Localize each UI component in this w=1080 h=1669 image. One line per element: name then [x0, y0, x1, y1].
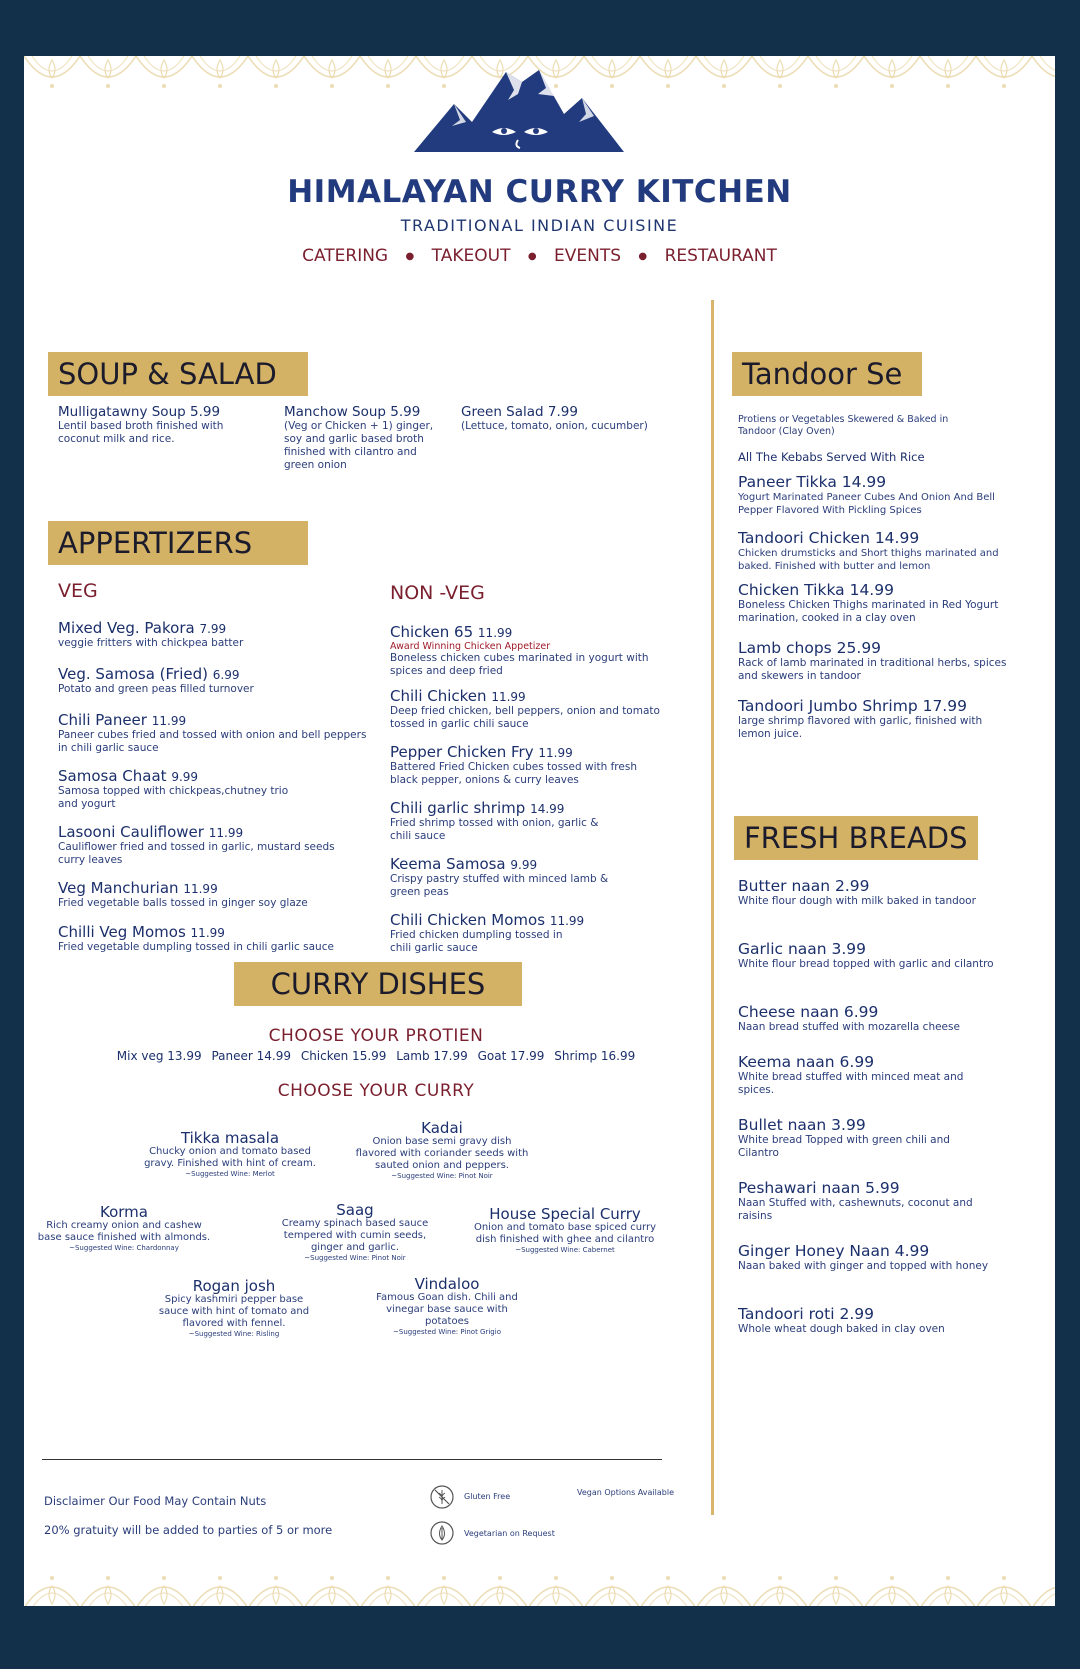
item-price: 11.99 [549, 914, 585, 928]
curry-item [372, 1276, 522, 1337]
wine-suggestion: ~Suggested Wine: Chardonnay [69, 1244, 179, 1252]
wine-suggestion: ~Suggested Wine: Merlot [185, 1170, 275, 1178]
brand-name: HIMALAYAN CURRY KITCHEN [287, 174, 792, 210]
list-item [738, 474, 1018, 530]
curry-item [470, 1206, 660, 1255]
vegan-label: Vegan Options Available [577, 1488, 674, 1497]
mandala-border-bottom-icon [24, 1558, 1055, 1606]
item-desc: Boneless Chicken Thighs marinated in Red Yogurt marination, cooked in a clay oven [738, 599, 999, 624]
list-item [58, 712, 368, 768]
item-name: Ginger Honey Naan 4.99 [738, 1242, 930, 1260]
wine-suggestion: ~Suggested Wine: Pinot Noir [391, 1172, 493, 1180]
list-item [390, 688, 680, 744]
item-name: Tandoori Jumbo Shrimp 17.99 [738, 697, 967, 715]
appetizers-heading: APPERTIZERS [48, 521, 308, 565]
protein-option: Lamb 17.99 [396, 1049, 468, 1063]
protein-prices [24, 1049, 728, 1063]
item-name: Paneer Tikka 14.99 [738, 473, 887, 491]
curry-item [270, 1202, 440, 1263]
wine-suggestion: ~Suggested Wine: Cabernet [515, 1246, 615, 1254]
item-name: Cheese naan 6.99 [738, 1003, 879, 1021]
list-item [738, 1180, 1018, 1243]
item-price: 9.99 [171, 770, 199, 784]
item-price: 11.99 [491, 690, 526, 704]
curry-name: Tikka masala [180, 1129, 280, 1147]
item-name: Lasooni Cauliflower [58, 823, 204, 841]
list-item [738, 1054, 1018, 1117]
protein-option: Paneer 14.99 [211, 1049, 291, 1063]
bullet-icon: ● [527, 250, 537, 262]
curry-name: Kadai [421, 1119, 463, 1137]
protein-option: Chicken 15.99 [300, 1049, 387, 1063]
list-item [738, 698, 1018, 748]
curry-item [140, 1130, 320, 1179]
item-name: Chicken Tikka 14.99 [738, 581, 894, 599]
curry-item [352, 1120, 532, 1181]
item-desc: (Lettuce, tomato, onion, cucumber) [461, 420, 648, 432]
menu-item [284, 404, 449, 472]
list-item [738, 1243, 1018, 1306]
curry-item [34, 1204, 214, 1253]
item-name: Chili Paneer [58, 711, 147, 729]
item-desc: (Veg or Chicken + 1) ginger, soy and garlic based broth finished with cilantro and green onion [284, 420, 434, 471]
item-desc: White flour bread topped with garlic and cilantro [738, 958, 994, 970]
service-restaurant: RESTAURANT [664, 246, 777, 266]
item-desc: Fried vegetable balls tossed in ginger soy glaze [58, 897, 308, 909]
item-name: Peshawari naan 5.99 [738, 1179, 900, 1197]
item-name: Bullet naan 3.99 [738, 1116, 866, 1134]
curry-desc: Onion base semi gravy dish flavored with coriander seeds with sauted onion and peppers. [355, 1136, 529, 1171]
item-name: Tandoori Chicken 14.99 [738, 529, 920, 547]
choose-curry-heading: CHOOSE YOUR CURRY [277, 1081, 475, 1101]
item-price: 6.99 [212, 668, 240, 682]
item-desc: Deep fried chicken, bell peppers, onion and tomato tossed in garlic chili sauce [390, 705, 660, 730]
gratuity-text: 20% gratuity will be added to parties of 5 or more [44, 1523, 333, 1537]
tandoor-note: All The Kebabs Served With Rice [738, 450, 925, 464]
curry-name: House Special Curry [489, 1205, 641, 1223]
list-item [58, 666, 368, 712]
item-desc: Naan baked with ginger and topped with honey [738, 1260, 989, 1272]
item-desc: Yogurt Marinated Paneer Cubes And Onion And Bell Pepper Flavored With Pickling Spices [738, 492, 995, 516]
tandoor-list [738, 474, 1018, 748]
item-desc: veggie fritters with chickpea batter [58, 637, 244, 649]
item-name: Chicken 65 [390, 623, 474, 641]
item-price: 11.99 [151, 714, 187, 728]
item-name: Garlic naan 3.99 [738, 940, 867, 958]
item-price: 11.99 [183, 882, 218, 896]
wine-suggestion: ~Suggested Wine: Risling [188, 1330, 280, 1338]
curry-desc: Chucky onion and tomato based gravy. Finished with hint of cream. [144, 1146, 316, 1169]
item-desc: Naan Stuffed with, cashewnuts, coconut and raisins [738, 1197, 973, 1222]
item-name: Veg Manchurian [58, 879, 179, 897]
item-desc: White bread stuffed with minced meat and spices. [738, 1071, 964, 1096]
curry-name: Vindaloo [414, 1275, 480, 1293]
item-name: Mulligatawny Soup 5.99 [58, 404, 221, 420]
item-desc: Lentil based broth finished with coconut milk and rice. [58, 420, 224, 445]
item-name: Chili Chicken [390, 687, 487, 705]
item-desc: Chicken drumsticks and Short thighs marinated and baked. Finished with butter and lemon [738, 548, 999, 572]
item-desc: Battered Fried Chicken cubes tossed with fresh black pepper, onions & curry leaves [390, 761, 637, 786]
services-line [24, 246, 1055, 266]
list-item [738, 1306, 1018, 1356]
service-takeout: TAKEOUT [431, 246, 511, 266]
list-item [58, 824, 368, 880]
item-name: Manchow Soup 5.99 [284, 404, 421, 420]
award-note: Award Winning Chicken Appetizer [390, 641, 551, 652]
list-item [58, 880, 368, 924]
nonveg-heading: NON -VEG [390, 582, 485, 604]
item-name: Samosa Chaat [58, 767, 167, 785]
list-item [738, 1004, 1018, 1054]
veg-heading: VEG [58, 580, 98, 602]
item-desc: Potato and green peas filled turnover [58, 683, 254, 695]
list-item [738, 878, 1018, 941]
item-desc: Cauliflower fried and tossed in garlic, mustard seeds curry leaves [58, 841, 335, 866]
curry-item [154, 1278, 314, 1339]
item-price: 11.99 [208, 826, 244, 840]
service-events: EVENTS [554, 246, 622, 266]
curry-desc: Spicy kashmiri pepper base sauce with hint of tomato and flavored with fennel. [158, 1294, 310, 1329]
item-desc: Fried vegetable dumpling tossed in chili garlic sauce [58, 941, 334, 953]
item-name: Green Salad 7.99 [461, 404, 578, 420]
protein-option: Shrimp 16.99 [554, 1049, 636, 1063]
item-desc: Fried chicken dumpling tossed in chili garlic sauce [390, 929, 563, 954]
item-desc: Naan bread stuffed with mozarella cheese [738, 1021, 960, 1033]
item-desc: Rack of lamb marinated in traditional herbs, spices and skewers in tandoor [738, 657, 1007, 682]
bullet-icon: ● [405, 250, 415, 262]
item-desc: Fried shrimp tossed with onion, garlic & chili sauce [390, 817, 599, 842]
list-item [738, 1117, 1018, 1180]
veg-list [58, 620, 368, 970]
item-name: Tandoori roti 2.99 [738, 1305, 874, 1323]
list-item [390, 912, 680, 958]
bullet-icon: ● [638, 250, 648, 262]
curry-desc: Creamy spinach based sauce tempered with cumin seeds, ginger and garlic. [281, 1218, 429, 1253]
list-item [738, 941, 1018, 1004]
gluten-free-label: Gluten Free [464, 1492, 511, 1501]
item-name: Mixed Veg. Pakora [58, 619, 195, 637]
curry-desc: Onion and tomato base spiced curry dish finished with ghee and cilantro [473, 1222, 657, 1245]
list-item [390, 800, 680, 856]
item-desc: Whole wheat dough baked in clay oven [738, 1323, 945, 1335]
list-item [390, 624, 680, 688]
item-name: Chili Chicken Momos [390, 911, 546, 929]
item-name: Lamb chops 25.99 [738, 639, 882, 657]
item-desc: White flour dough with milk baked in tandoor [738, 895, 976, 907]
protein-option: Goat 17.99 [477, 1049, 545, 1063]
list-item [58, 620, 368, 666]
tandoor-intro: Protiens or Vegetables Skewered & Baked in Tandoor (Clay Oven) [738, 414, 949, 437]
menu-item [58, 404, 228, 446]
soup-salad-heading: SOUP & SALAD [48, 352, 308, 396]
list-item [738, 640, 1018, 698]
item-price: 14.99 [530, 802, 565, 816]
item-name: Keema Samosa [390, 855, 506, 873]
mountain-logo-icon [414, 64, 624, 164]
menu-page [24, 56, 1055, 1606]
item-desc: Paneer cubes fried and tossed with onion and bell peppers in chili garlic sauce [58, 729, 367, 754]
curry-name: Rogan josh [192, 1277, 276, 1295]
vegetarian-label: Vegetarian on Request [464, 1529, 555, 1538]
vegetarian-leaf-icon [429, 1520, 455, 1546]
item-desc: White bread Topped with green chili and Cilantro [738, 1134, 950, 1159]
item-name: Chilli Veg Momos [58, 923, 186, 941]
curry-name: Saag [336, 1201, 374, 1219]
column-divider [711, 300, 714, 1515]
item-desc: large shrimp flavored with garlic, finished with lemon juice. [738, 715, 983, 740]
item-desc: Samosa topped with chickpeas,chutney trio and yogurt [58, 785, 289, 810]
breads-heading: FRESH BREADS [734, 816, 978, 860]
item-price: 11.99 [538, 746, 573, 760]
choose-protein-heading: CHOOSE YOUR PROTIEN [268, 1026, 484, 1046]
list-item [390, 856, 680, 912]
curry-name: Korma [100, 1203, 148, 1221]
gluten-free-icon [429, 1484, 455, 1510]
list-item [738, 530, 1018, 582]
curry-desc: Rich creamy onion and cashew base sauce finished with almonds. [37, 1220, 211, 1243]
wine-suggestion: ~Suggested Wine: Pinot Grigio [393, 1328, 501, 1336]
brand-tagline: TRADITIONAL INDIAN CUISINE [400, 216, 679, 235]
disclaimer-text: Disclaimer Our Food May Contain Nuts [44, 1494, 267, 1508]
item-desc: Boneless chicken cubes marinated in yogurt with spices and deep fried [390, 652, 649, 677]
nonveg-list [390, 624, 680, 958]
curry-heading: CURRY DISHES [234, 962, 522, 1006]
item-price: 7.99 [199, 622, 227, 636]
breads-list [738, 878, 1018, 1356]
service-catering: CATERING [302, 246, 389, 266]
menu-item [461, 404, 701, 433]
wine-suggestion: ~Suggested Wine: Pinot Noir [304, 1254, 406, 1262]
item-price: 9.99 [510, 858, 538, 872]
footer-divider [42, 1459, 662, 1460]
item-price: 11.99 [190, 926, 225, 940]
item-price: 11.99 [477, 626, 513, 640]
list-item [390, 744, 680, 800]
list-item [738, 582, 1018, 640]
list-item [58, 768, 368, 824]
curry-desc: Famous Goan dish. Chili and vinegar base sauce with potatoes [376, 1292, 518, 1327]
item-name: Chili garlic shrimp [390, 799, 526, 817]
tandoor-heading: Tandoor Se [732, 352, 922, 396]
protein-option: Mix veg 13.99 [116, 1049, 202, 1063]
item-name: Pepper Chicken Fry [390, 743, 534, 761]
item-name: Butter naan 2.99 [738, 877, 870, 895]
item-name: Keema naan 6.99 [738, 1053, 875, 1071]
item-desc: Crispy pastry stuffed with minced lamb & green peas [390, 873, 609, 898]
item-name: Veg. Samosa (Fried) [58, 665, 208, 683]
